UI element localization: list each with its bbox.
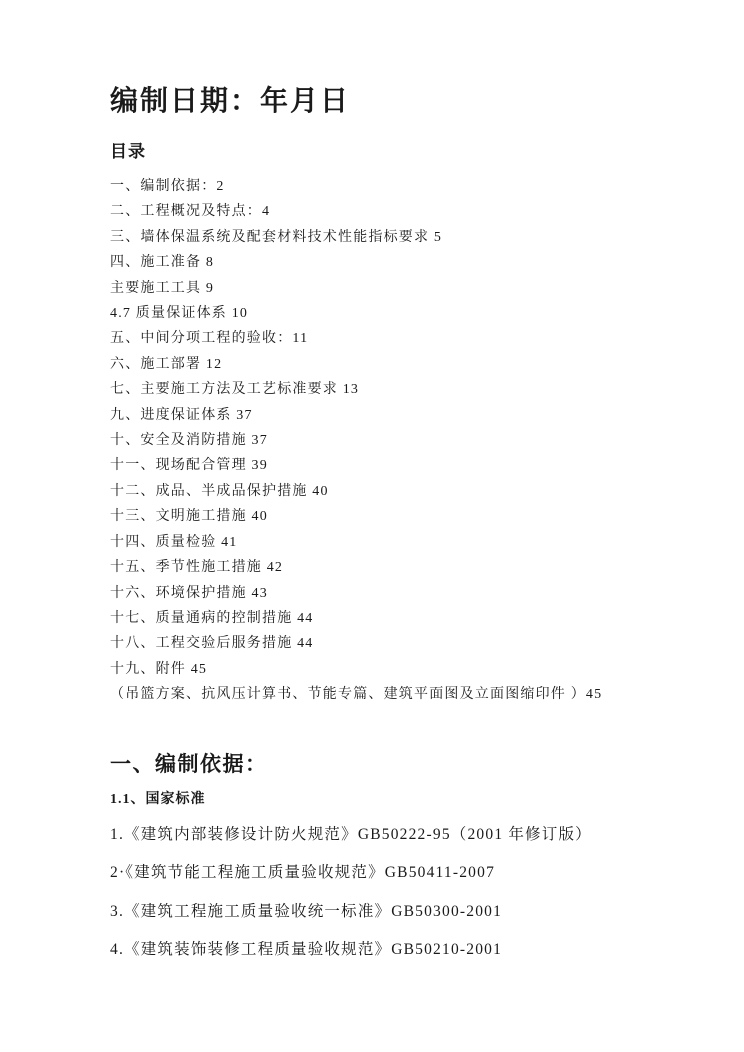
toc-entry-attachments: （吊篮方案、抗风压计算书、节能专篇、建筑平面图及立面图缩印件 ）45 <box>110 687 603 703</box>
section-subheading: 1.1、国家标准 <box>110 791 206 807</box>
toc-entry: 七、主要施工方法及工艺标准要求 13 <box>110 382 360 398</box>
reference-item: 2·《建筑节能工程施工质量验收规范》GB50411-2007 <box>110 864 496 882</box>
toc-entry: 十七、质量通病的控制措施 44 <box>110 610 314 626</box>
toc-heading: 目录 <box>110 142 146 161</box>
toc-entry: 4.7 质量保证体系 10 <box>110 306 249 322</box>
toc-entry: 一、编制依据：2 <box>110 179 225 194</box>
toc-entry: 十、安全及消防措施 37 <box>110 433 268 449</box>
toc-entry: 十一、现场配合管理 39 <box>110 458 268 474</box>
toc-entry: 十四、质量检验 41 <box>110 534 238 550</box>
reference-item: 3.《建筑工程施工质量验收统一标准》GB50300-2001 <box>110 902 503 920</box>
doc-title: 编制日期：年月日 <box>110 86 351 117</box>
reference-list <box>110 816 654 970</box>
toc-entry: 十九、附件 45 <box>110 661 208 677</box>
reference-item: 1.《建筑内部装修设计防火规范》GB50222-95（2001 年修订版） <box>110 825 592 843</box>
reference-item: 4.《建筑装饰装修工程质量验收规范》GB50210-2001 <box>110 941 503 959</box>
toc-entry: 十六、环境保护措施 43 <box>110 585 268 601</box>
toc-entry: 五、中间分项工程的验收：11 <box>110 331 309 347</box>
toc-entry: 十五、季节性施工措施 42 <box>110 560 284 576</box>
section-heading: 一、编制依据： <box>110 751 268 776</box>
toc-entry: 六、施工部署 12 <box>110 356 223 372</box>
toc-entry: 三、墙体保温系统及配套材料技术性能指标要求 5 <box>110 229 443 245</box>
toc-entry: 九、进度保证体系 37 <box>110 407 253 423</box>
toc-entry: 四、施工准备 8 <box>110 255 215 271</box>
toc-entry: 二、工程概况及特点：4 <box>110 204 271 220</box>
toc-entry: 主要施工工具 9 <box>110 280 215 296</box>
toc-list <box>110 174 654 708</box>
toc-entry: 十八、工程交验后服务措施 44 <box>110 636 314 652</box>
toc-entry: 十三、文明施工措施 40 <box>110 509 268 525</box>
toc-entry: 十二、成品、半成品保护措施 40 <box>110 483 329 499</box>
